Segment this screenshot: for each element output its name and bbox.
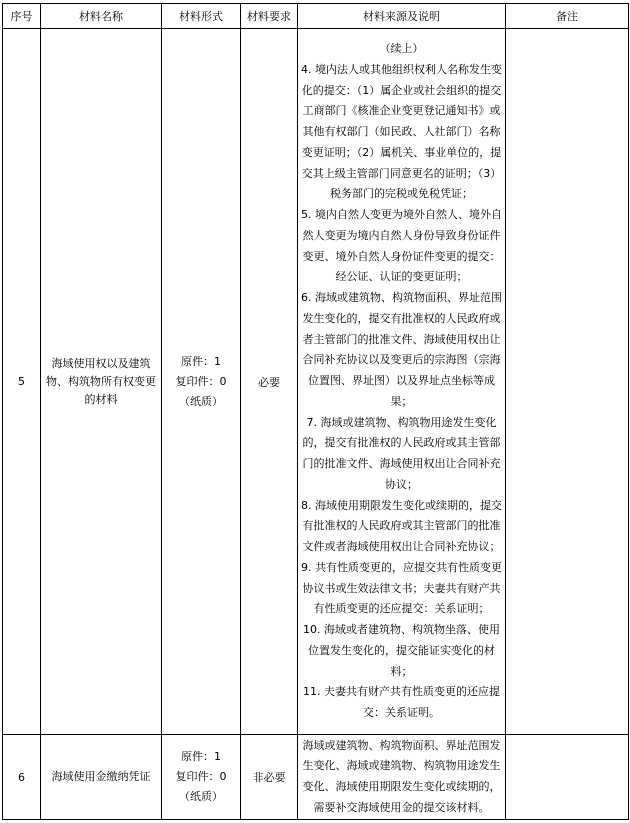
header-no: 序号: [3, 4, 41, 29]
material-name: 海域使用权以及建筑物、构筑物所有权变更的材料: [41, 29, 162, 735]
material-required: 非必要: [241, 735, 298, 820]
source-line: 海域或建筑物、构筑物面积、界址范围发生变化、海域或建筑物、构筑物用途发生变化、海域使用期限发生变化或续期的，需要补交海域使用金的提交该材料。: [302, 738, 501, 814]
header-name: 材料名称: [41, 4, 162, 29]
source-line: 4. 境内法人或其他组织权利人名称发生变化的提交：（1）属企业或社会组织的提交工商部门《核准企业变更登记通知书》或其他有权部门（如民政、人社部门）名称变更证明；（2）属机关、事业单位的，提交其上级主管部门同意更名的证明；（3）税务部门的完税或免税凭证；: [301, 62, 502, 201]
header-form: 材料形式: [162, 4, 241, 29]
header-source: 材料来源及说明: [298, 4, 506, 29]
table-row: [3, 735, 629, 820]
material-source: [298, 735, 506, 820]
source-line: 10. 海域或者建筑物、构筑物坐落、使用位置发生变化的，提交能证实变化的材料；: [303, 623, 500, 678]
material-source: [298, 29, 506, 735]
form-paper: （纸质）: [179, 394, 223, 408]
source-line: 9. 共有性质变更的，应提交共有性质变更协议书或生效法律文书；夫妻共有财产共有性质变更的还应提交：关系证明；: [301, 560, 502, 616]
form-original: 原件：1: [181, 750, 221, 763]
material-name: 海域使用金缴纳凭证: [41, 735, 162, 820]
header-required: 材料要求: [241, 4, 298, 29]
source-line: 7. 海域或建筑物、构筑物用途发生变化的，提交有批准权的人民政府或其主管部门的批准文件、海域使用权出让合同补充协议；: [302, 415, 501, 491]
header-row: [3, 4, 629, 29]
material-remark: [506, 735, 629, 820]
source-line: （续上）: [379, 42, 424, 56]
row-no: 5: [3, 29, 41, 735]
table-row: [3, 29, 629, 735]
form-original: 原件：1: [181, 354, 221, 368]
source-line: 8. 海域使用期限发生变化或续期的，提交有批准权的人民政府或其主管部门的批准文件或者海域使用权出让合同补充协议；: [301, 498, 502, 554]
materials-table: [2, 3, 629, 820]
form-copy: 复印件：0: [175, 374, 227, 388]
form-paper: （纸质）: [179, 790, 223, 803]
material-remark: [506, 29, 629, 735]
form-copy: 复印件：0: [175, 770, 227, 783]
source-line: 6. 海域或建筑物、构筑物面积、界址范围发生变化的，提交有批准权的人民政府或者主管部门的批准文件、海域使用权出让合同补充协议以及变更后的宗海图（宗海位置图、界址图）以及界址点坐标等成果；: [301, 291, 502, 408]
source-line: 11. 夫妻共有财产共有性质变更的还应提交：关系证明。: [303, 685, 500, 720]
material-required: 必要: [241, 29, 298, 735]
header-remark: 备注: [506, 4, 629, 29]
material-form: [162, 735, 241, 820]
row-no: 6: [3, 735, 41, 820]
source-line: 5. 境内自然人变更为境外自然人、境外自然人变更为境内自然人身份导致身份证件变更、境外自然人身份证件变更的提交：经公证、认证的变更证明；: [301, 208, 502, 284]
material-form: [162, 29, 241, 735]
